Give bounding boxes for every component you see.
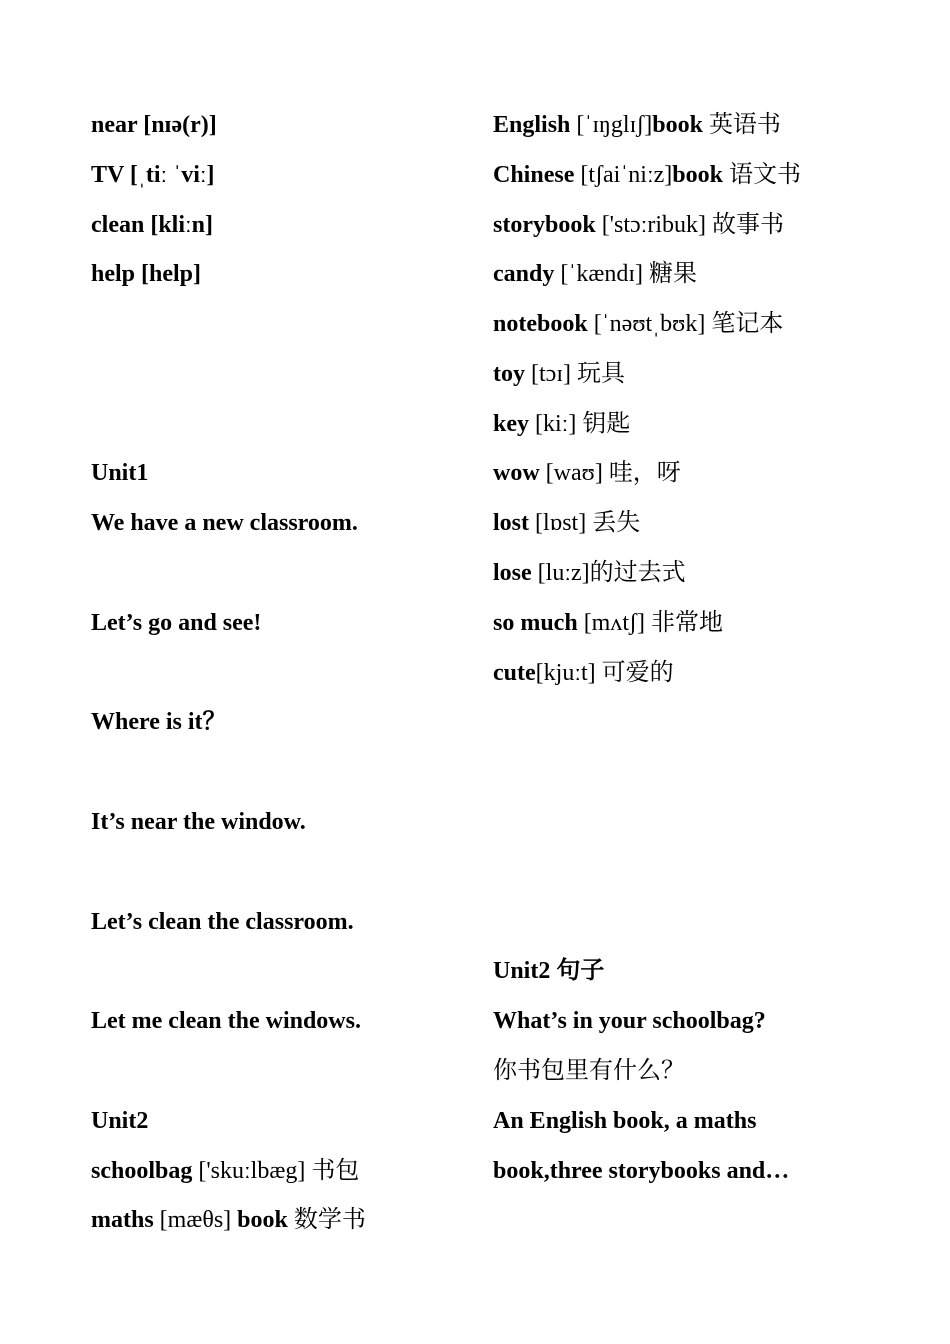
unit1-sentence: Let’s go and see!: [91, 610, 262, 636]
vocab-phonetic: [luːz]: [531, 560, 590, 586]
vocab-phonetic: [kiː]: [529, 411, 583, 437]
vocab-entry-storybook: [493, 210, 784, 240]
vocab-word: storybook: [493, 212, 596, 238]
vocab-entry-lost: [493, 508, 640, 538]
vocab-chinese: 笔记本: [711, 311, 784, 337]
vocab-clean: clean [kliːn]: [91, 212, 214, 238]
vocab-chinese: 数学书: [287, 1207, 366, 1233]
unit2-answer-line-1: An English book, a maths: [493, 1108, 757, 1134]
vocab-word: so much: [493, 610, 578, 636]
unit1-sentence: It’s near the window.: [91, 809, 306, 835]
vocab-chinese: 玩具: [576, 361, 625, 387]
vocab-chinese: 英语书: [702, 112, 781, 138]
unit2-question: What’s in your schoolbag?: [493, 1008, 766, 1034]
vocab-near: near [nɪə(r)]: [91, 112, 217, 138]
vocab-chinese: 丢失: [592, 510, 641, 536]
vocab-phonetic: [waʊ]: [539, 460, 609, 486]
vocab-word-suffix: book: [652, 112, 703, 138]
vocab-entry-cute: [493, 658, 674, 688]
vocab-phonetic: ['skuːlbæg]: [192, 1158, 312, 1184]
vocab-entry-english: [493, 110, 781, 140]
unit2-answer-line-2: book,three storybooks and…: [493, 1158, 790, 1184]
vocab-phonetic: [ˈnəʊtˌbʊk]: [587, 311, 712, 337]
vocab-phonetic: [mʌtʃ]: [577, 610, 651, 636]
vocab-word: lost: [493, 510, 529, 536]
vocab-phonetic: [tɔɪ]: [525, 361, 577, 387]
vocab-word: Chinese: [493, 162, 575, 188]
vocab-word-suffix: book: [237, 1207, 288, 1233]
vocab-word: cute: [493, 660, 536, 686]
vocab-entry-chinese: [493, 160, 801, 190]
vocab-phonetic: ['stɔːribuk]: [595, 212, 712, 238]
vocab-tv: TV [ˌtiː ˈviː]: [91, 162, 215, 188]
vocab-chinese: 哇，呀: [608, 460, 681, 486]
vocab-entry-lose: [493, 558, 686, 588]
unit2-title: Unit2: [91, 1108, 149, 1134]
vocab-word: key: [493, 411, 529, 437]
vocab-chinese: 糖果: [649, 261, 698, 287]
vocab-entry-candy: [493, 259, 697, 289]
vocab-help: help [help]: [91, 261, 202, 287]
vocab-chinese: 的过去式: [589, 560, 686, 586]
vocab-word: English: [493, 112, 571, 138]
vocab-phonetic: [ˈkændɪ]: [554, 261, 650, 287]
vocab-chinese: 钥匙: [582, 411, 631, 437]
unit1-title: Unit1: [91, 460, 149, 486]
vocab-chinese: 语文书: [723, 162, 801, 188]
vocab-word: lose: [493, 560, 532, 586]
vocab-phonetic: [lɒst]: [529, 510, 593, 536]
vocab-phonetic: [tʃaiˈniːz]: [574, 162, 673, 188]
vocab-phonetic: [kjuːt]: [535, 660, 602, 686]
unit2-sentences-title: Unit2 句子: [493, 958, 605, 984]
vocab-word: wow: [493, 460, 540, 486]
vocab-entry-wow: [493, 458, 681, 488]
vocab-word-suffix: book: [672, 162, 723, 188]
unit1-sentence: Where is it？: [91, 709, 227, 735]
unit1-sentence: Let me clean the windows.: [91, 1008, 361, 1034]
vocab-word: notebook: [493, 311, 588, 337]
vocab-entry-maths: [91, 1205, 366, 1235]
vocab-entry-so-much: [493, 608, 723, 638]
vocab-entry-toy: [493, 359, 625, 389]
vocab-entry-schoolbag: [91, 1156, 359, 1186]
vocab-word: candy: [493, 261, 555, 287]
vocab-word: schoolbag: [91, 1158, 193, 1184]
vocab-phonetic: [ˈɪŋglɪʃ]: [570, 112, 653, 138]
vocab-entry-notebook: [493, 309, 783, 339]
vocab-chinese: 故事书: [711, 212, 784, 238]
vocab-chinese: 非常地: [651, 610, 723, 636]
unit1-sentence: Let’s clean the classroom.: [91, 909, 354, 935]
vocab-chinese: 书包: [311, 1158, 360, 1184]
vocab-phonetic: [mæθs]: [153, 1207, 238, 1233]
vocab-entry-key: [493, 409, 630, 439]
vocab-word: toy: [493, 361, 525, 387]
vocab-word: maths: [91, 1207, 154, 1233]
unit1-sentence: We have a new classroom.: [91, 510, 358, 536]
unit2-question-chinese: 你书包里有什么？: [493, 1058, 685, 1084]
vocab-chinese: 可爱的: [601, 660, 674, 686]
